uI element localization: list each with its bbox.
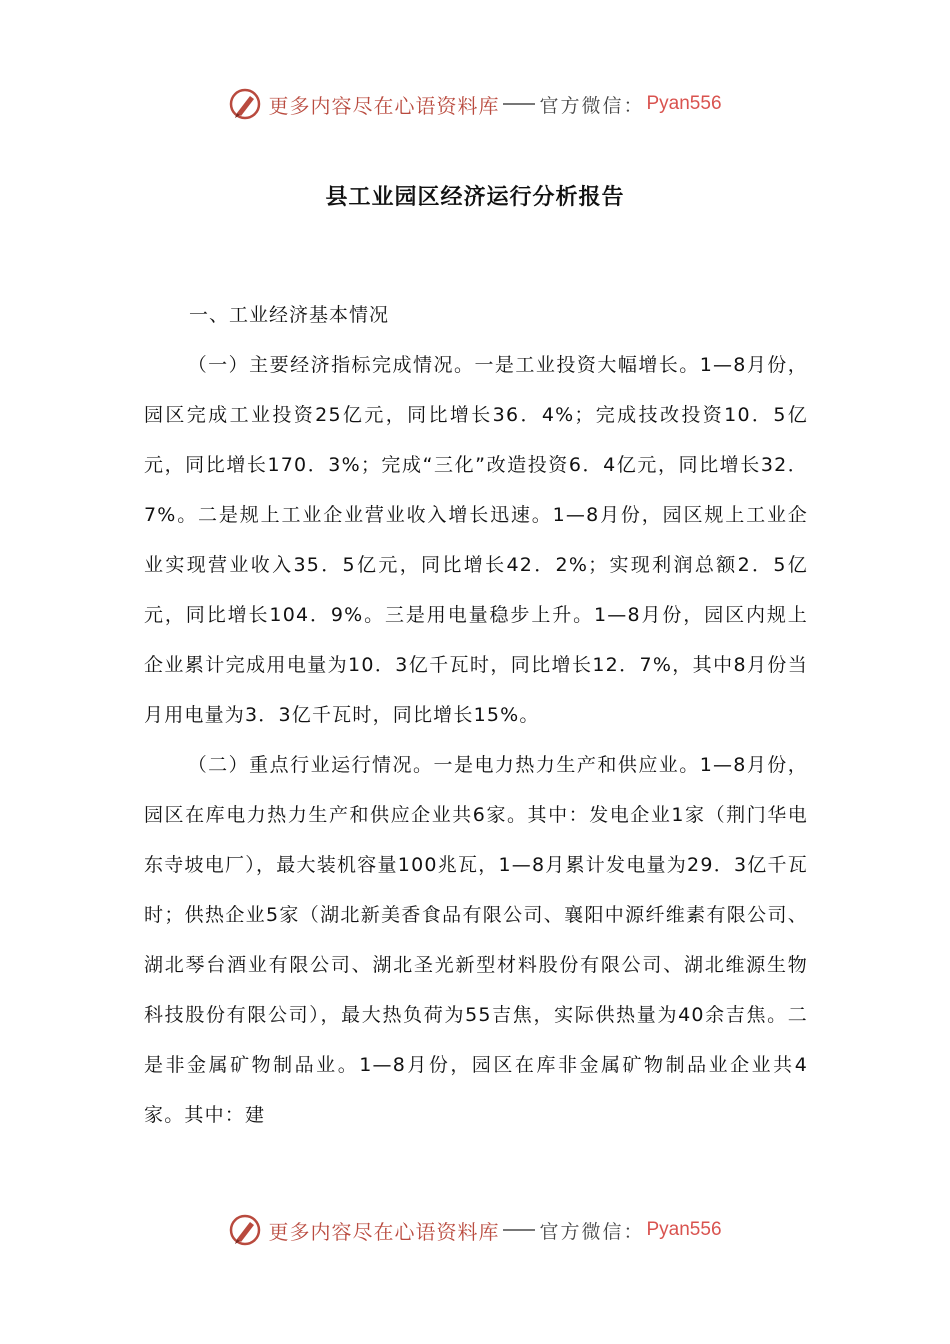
section-heading: 一、工业经济基本情况 xyxy=(189,304,390,326)
brand-text: 更多内容尽在心语资料库 xyxy=(268,1219,500,1244)
brand-text: 更多内容尽在心语资料库 xyxy=(268,93,500,118)
wechat-id: Pyan556 xyxy=(646,93,722,114)
header-watermark-banner xyxy=(0,84,950,124)
pen-logo-icon xyxy=(228,1213,262,1247)
wechat-label: 官方微信： xyxy=(539,1220,645,1243)
wechat-label: 官方微信： xyxy=(539,94,645,117)
separator-dash xyxy=(503,1229,535,1231)
wechat-id: Pyan556 xyxy=(646,1219,722,1240)
separator-dash xyxy=(503,103,535,105)
paragraph-key-industries: （二）重点行业运行情况。一是电力热力生产和供应业。1—8月份，园区在库电力热力生产和供应企业共6家。其中：发电企业1家（荆门华电东寺坡电厂），最大装机容量100兆瓦，1—8月累计发电量为29．3亿千瓦时；供热企业5家（湖北新美香食品有限公司、襄阳中源纤维素有限公司、湖北琴台酒业有限公司、湖北圣光新型材料股份有限公司、湖北维源生物科技股份有限公司），最大热负荷为55吉焦，实际供热量为40余吉焦。二是非金属矿物制品业。1—8月份，园区在库非金属矿物制品业企业共4家。其中：建 xyxy=(144,754,808,1126)
document-body xyxy=(144,290,808,1140)
paragraph-main-indicators: （一）主要经济指标完成情况。一是工业投资大幅增长。1—8月份，园区完成工业投资25亿元，同比增长36．4%；完成技改投资10．5亿元，同比增长170．3%；完成“三化”改造投资6．4亿元，同比增长32．7%。二是规上工业企业营业收入增长迅速。1—8月份，园区规上工业企业实现营业收入35．5亿元，同比增长42．2%；实现利润总额2．5亿元，同比增长104．9%。三是用电量稳步上升。1—8月份，园区内规上企业累计完成用电量为10．3亿千瓦时，同比增长12．7%，其中8月份当月用电量为3．3亿千瓦时，同比增长15%。 xyxy=(144,354,808,726)
footer-watermark-banner xyxy=(0,1210,950,1250)
document-title: 县工业园区经济运行分析报告 xyxy=(325,185,625,210)
pen-logo-icon xyxy=(228,87,262,121)
